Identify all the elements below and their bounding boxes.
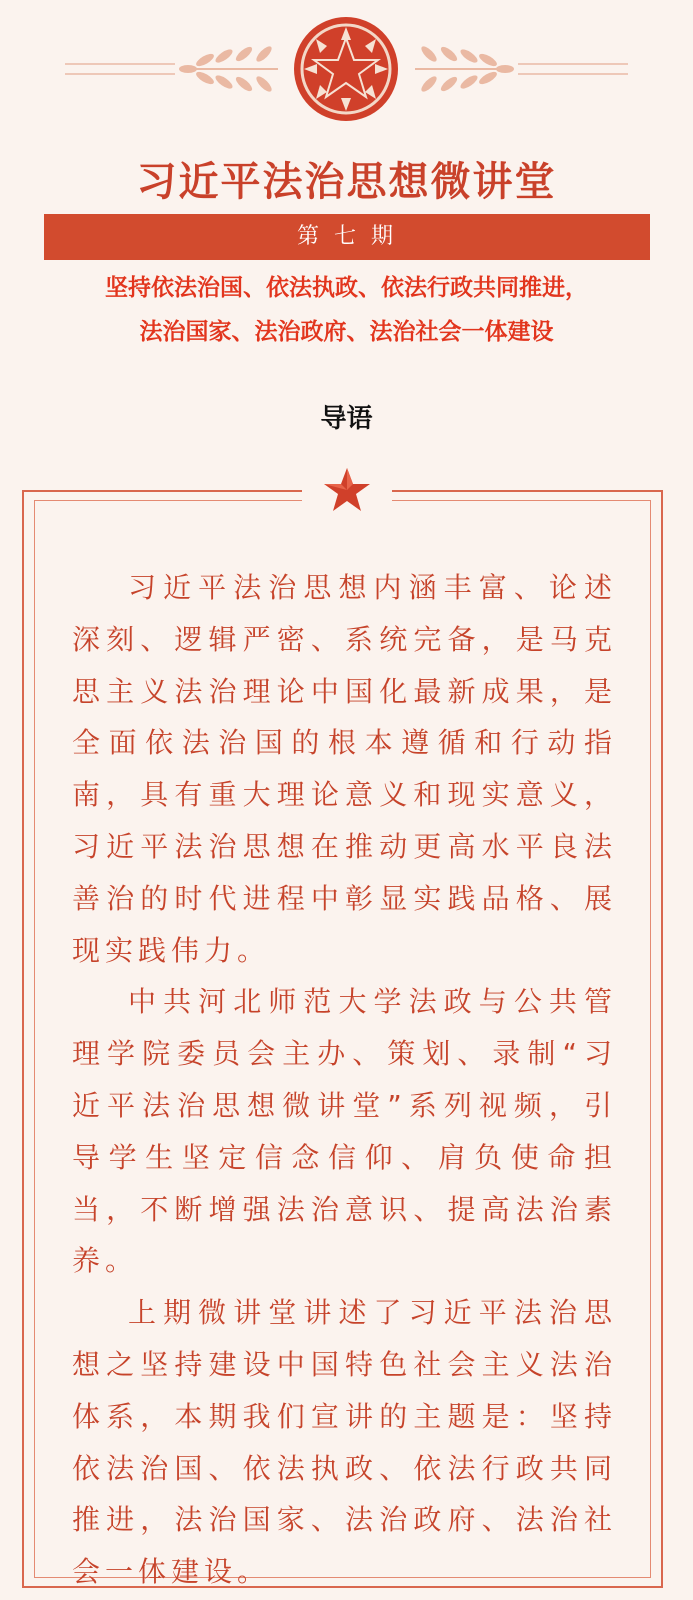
intro-paragraph: 习近平法治思想内涵丰富、论述深刻、逻辑严密、系统完备，是马克思主义法治理论中国化最新成果，是全面依法治国的根本遵循和行动指南，具有重大理论意义和现实意义，习近平法治思想在推动更高水平良法善治的时代进程中彰显实践品格、展现实践伟力。 (72, 571, 617, 967)
episode-subtitle (0, 266, 693, 354)
frame-star-icon (302, 462, 392, 522)
issue-banner: 第 七 期 (44, 214, 650, 260)
subtitle-line-2: 法治国家、法治政府、法治社会一体建设 (139, 319, 554, 345)
subtitle-line-1: 坚持依法治国、依法执政、依法行政共同推进， (105, 275, 588, 301)
intro-body (72, 562, 617, 1598)
left-wheat-icon (179, 44, 278, 94)
page-title: 习近平法治思想微讲堂 (136, 159, 557, 205)
star-emblem-icon (294, 17, 398, 121)
right-wheat-icon (415, 44, 514, 94)
intro-heading: 导语 (320, 404, 373, 434)
intro-paragraph: 上期微讲堂讲述了习近平法治思想之坚持建设中国特色社会主义法治体系，本期我们宣讲的主题是：坚持依法治国、依法执政、依法行政共同推进，法治国家、法治政府、法治社会一体建设。 (72, 1296, 617, 1589)
header-emblem (0, 0, 693, 140)
intro-paragraph: 中共河北师范大学法政与公共管理学院委员会主办、策划、录制“习近平法治思想微讲堂”系列视频，引导学生坚定信念信仰、肩负使命担当，不断增强法治意识、提高法治素养。 (72, 985, 617, 1278)
